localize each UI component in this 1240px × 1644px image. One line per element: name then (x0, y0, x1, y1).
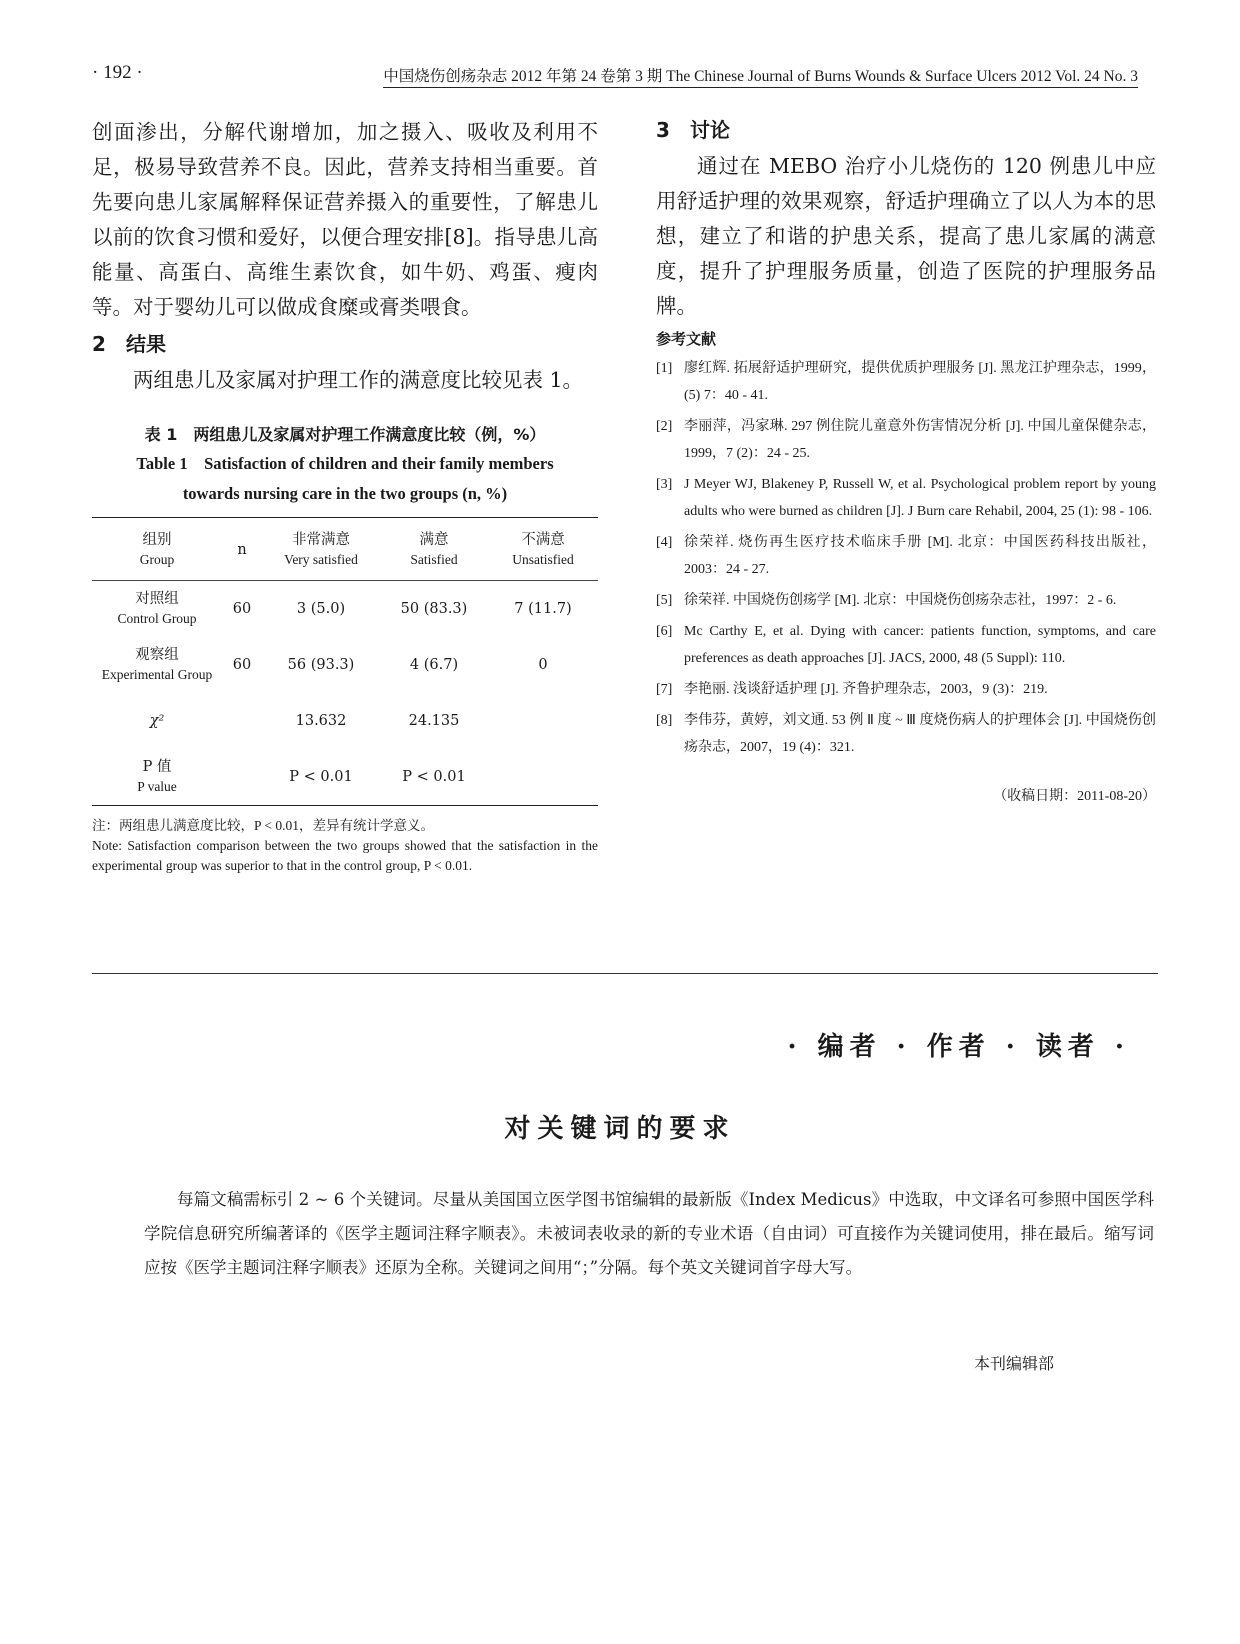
section-number: 3 (656, 118, 670, 142)
table-note (92, 816, 598, 876)
table-caption-en (92, 449, 598, 509)
column-label: · 编者 · 作者 · 读者 · (787, 1032, 1130, 1062)
results-paragraph: 两组患儿及家属对护理工作的满意度比较见表 1。 (133, 368, 584, 392)
col-header-group: 组别 Group (139, 532, 175, 567)
discussion-paragraph: 通过在 MEBO 治疗小儿烧伤的 120 例患儿中应用舒适护理的效果观察，舒适护理确立了以人为本的思想，建立了和谐的护患关系，提高了患儿家属的满意度，提升了护理服务质量，创造了医院的护理服务品牌。 (656, 154, 1156, 318)
nutrition-paragraph: 创面渗出，分解代谢增加，加之摄入、吸收及利用不足，极易导致营养不良。因此，营养支持相当重要。首先要向患儿家属解释保证营养摄入的重要性，了解患儿以前的饮食习惯和爱好，以便合理安排[8]。指导患儿高能量、高蛋白、高维生素饮食，如牛奶、鸡蛋、瘦肉等。对于婴幼儿可以做成食糜或膏类喂食。 (92, 120, 598, 319)
section-heading-results (92, 329, 598, 359)
col-header-unsatisfied: 不满意 Unsatisfied (512, 532, 574, 567)
col-header-satisfied: 满意 Satisfied (410, 532, 458, 567)
col-header-n: n (237, 542, 247, 558)
reference-item: [7] 李艳丽. 浅谈舒适护理 [J]. 齐鲁护理杂志，2003，9 (3)：219. (656, 682, 1048, 697)
table-caption-cn: 表 1 两组患儿及家属对护理工作满意度比较（例，%） (144, 425, 546, 444)
notice-title: 对关键词的要求 (504, 1114, 736, 1144)
received-date: （收稿日期：2011-08-20） (993, 789, 1156, 804)
section-title: 结果 (126, 332, 166, 356)
reference-item: [1] 廖红辉. 拓展舒适护理研究，提供优质护理服务 [J]. 黑龙江护理杂志，1999，(5) 7：40 - 41. (656, 361, 1156, 403)
table-note-cn: 注：两组患儿满意度比较，P < 0.01，差异有统计学意义。 (92, 818, 434, 833)
section-heading-discussion (656, 115, 1156, 145)
notice-body: 每篇文稿需标引 2 ~ 6 个关键词。尽量从美国国立医学图书馆编辑的最新版《Index Medicus》中选取，中文译名可参照中国医学科学院信息研究所编著译的《医学主题词注释字顺表》。未被词表收录的新的专业术语（自由词）可直接作为关键词使用，排在最后。缩写词应按《医学主题词注释字顺表》还原为全称。关键词之间用“；”分隔。每个英文关键词首字母大写。 (144, 1190, 1154, 1277)
table-note-en: Note: Satisfaction comparison between the two groups showed that the satisfaction in the experimental group was superior to that in the control group, P < 0.01. (92, 838, 598, 873)
table-row: P 值 P value P < 0.01 P < 0.01 (92, 749, 598, 806)
left-column (92, 115, 598, 876)
reference-item: [6] Mc Carthy E, et al. Dying with cancer: patients function, symptoms, and care preferences as death approaches [J]. JACS, 2000, 48 (5 Suppl): 110. (656, 624, 1156, 666)
notice-signature: 本刊编辑部 (973, 1354, 1054, 1373)
section-divider (92, 973, 1158, 974)
reference-item: [8] 李伟芬，黄婷，刘文通. 53 例 Ⅱ 度 ~ Ⅲ 度烧伤病人的护理体会 [J]. 中国烧伤创疡杂志，2007，19 (4)：321. (656, 713, 1156, 755)
reference-list (656, 355, 1156, 761)
col-header-very-satisfied: 非常满意 Very satisfied (284, 532, 358, 567)
section-title: 讨论 (690, 118, 730, 142)
reference-item: [4] 徐荣祥. 烧伤再生医疗技术临床手册 [M]. 北京：中国医药科技出版社，2003：24 - 27. (656, 535, 1156, 577)
satisfaction-table (92, 517, 598, 806)
right-column (656, 115, 1156, 805)
table-row: χ² 13.632 24.135 (149, 712, 460, 729)
table-row: 观察组 Experimental Group 60 56 (93.3) 4 (6.7) 0 (101, 647, 548, 682)
table-caption-en-line2: towards nursing care in the two groups (n, %) (182, 484, 508, 503)
journal-running-head: 中国烧伤创疡杂志 2012 年第 24 卷第 3 期 The Chinese Journal of Burns Wounds & Surface Ulcers 2012 Vol. 24 No. 3 (383, 64, 1138, 88)
references-heading: 参考文献 (656, 330, 717, 348)
reference-item: [3] J Meyer WJ, Blakeney P, Russell W, et al. Psychological problem report by young adults who were burned as children [J]. J Burn care Rehabil, 2004, 25 (1): 98 - 106. (656, 477, 1156, 519)
page-number: · 192 · (92, 62, 143, 83)
table-caption-en-line1: Table 1 Satisfaction of children and their family members (136, 454, 554, 473)
table-row: 对照组 Control Group 60 3 (5.0) 50 (83.3) 7 (11.7) (117, 591, 572, 626)
table-header-row (92, 518, 598, 581)
reference-item: [5] 徐荣祥. 中国烧伤创疡学 [M]. 北京：中国烧伤创疡杂志社，1997：2 - 6. (656, 593, 1117, 608)
section-number: 2 (92, 332, 106, 356)
reference-item: [2] 李丽萍，冯家琳. 297 例住院儿童意外伤害情况分析 [J]. 中国儿童保健杂志，1999，7 (2)：24 - 25. (656, 419, 1156, 461)
